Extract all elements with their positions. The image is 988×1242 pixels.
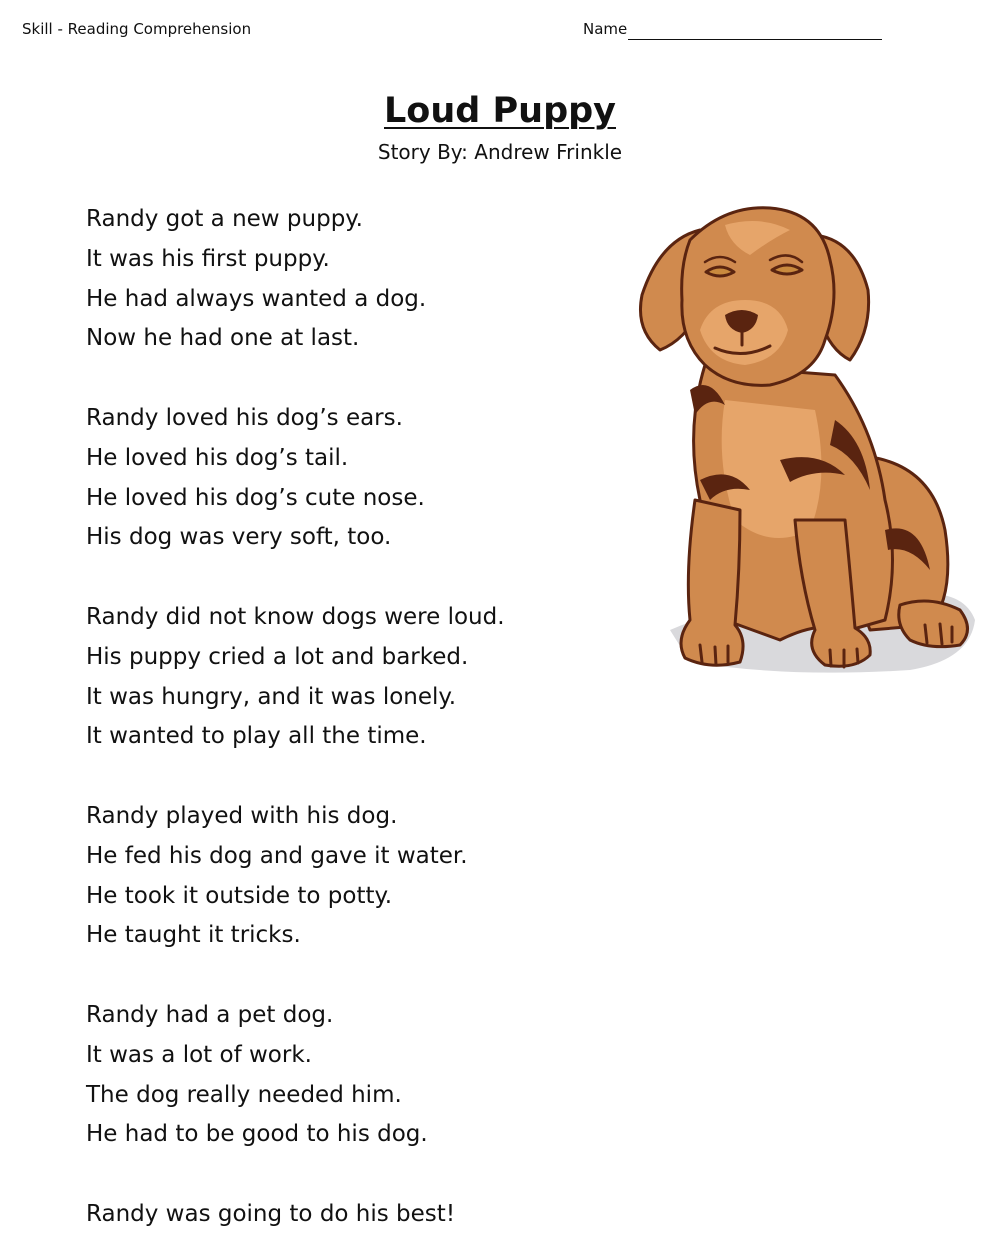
story-line: It was hungry, and it was lonely. — [86, 683, 457, 710]
skill-label: Skill - Reading Comprehension — [22, 20, 252, 38]
story-line: It was a lot of work. — [86, 1041, 312, 1068]
story-line: He fed his dog and gave it water. — [86, 842, 468, 869]
story-line: He taught it tricks. — [86, 922, 301, 949]
story-line: Randy got a new puppy. — [86, 206, 363, 232]
page-title: Loud Puppy — [384, 91, 616, 131]
stanza — [86, 598, 626, 757]
story-line: Randy was going to do his best! — [86, 1200, 456, 1227]
story-line: He loved his dog’s cute nose. — [86, 484, 425, 511]
puppy-eye-right — [772, 265, 802, 274]
stanza — [86, 797, 626, 956]
story-line: It wanted to play all the time. — [86, 723, 427, 750]
story-line: He loved his dog’s tail. — [86, 444, 349, 471]
story-line: Randy loved his dog’s ears. — [86, 404, 403, 431]
name-field — [583, 18, 882, 40]
story-line: It was his first puppy. — [86, 245, 330, 272]
story-line: The dog really needed him. — [86, 1081, 402, 1108]
puppy-illustration — [630, 200, 980, 690]
stanza — [86, 399, 626, 558]
story-line: Randy did not know dogs were loud. — [86, 603, 505, 630]
puppy-back-paw — [899, 601, 968, 647]
story-line: Randy had a pet dog. — [86, 1001, 334, 1028]
story-byline: Story By: Andrew Frinkle — [377, 140, 623, 164]
story-line: He had to be good to his dog. — [86, 1121, 428, 1148]
name-blank-line — [628, 23, 882, 40]
story-text — [86, 200, 626, 1235]
puppy-front-leg-left — [681, 500, 743, 665]
stanza — [86, 200, 626, 359]
name-label: Name — [583, 20, 628, 38]
story-line: He took it outside to potty. — [86, 882, 393, 909]
story-line: He had always wanted a dog. — [86, 285, 427, 312]
story-line: Now he had one at last. — [86, 325, 360, 352]
story-line: His dog was very soft, too. — [86, 524, 392, 551]
puppy-eye-left — [706, 267, 734, 276]
story-line: His puppy cried a lot and barked. — [86, 643, 469, 670]
story-line: Randy played with his dog. — [86, 802, 398, 829]
stanza — [86, 1195, 626, 1235]
stanza — [86, 996, 626, 1155]
